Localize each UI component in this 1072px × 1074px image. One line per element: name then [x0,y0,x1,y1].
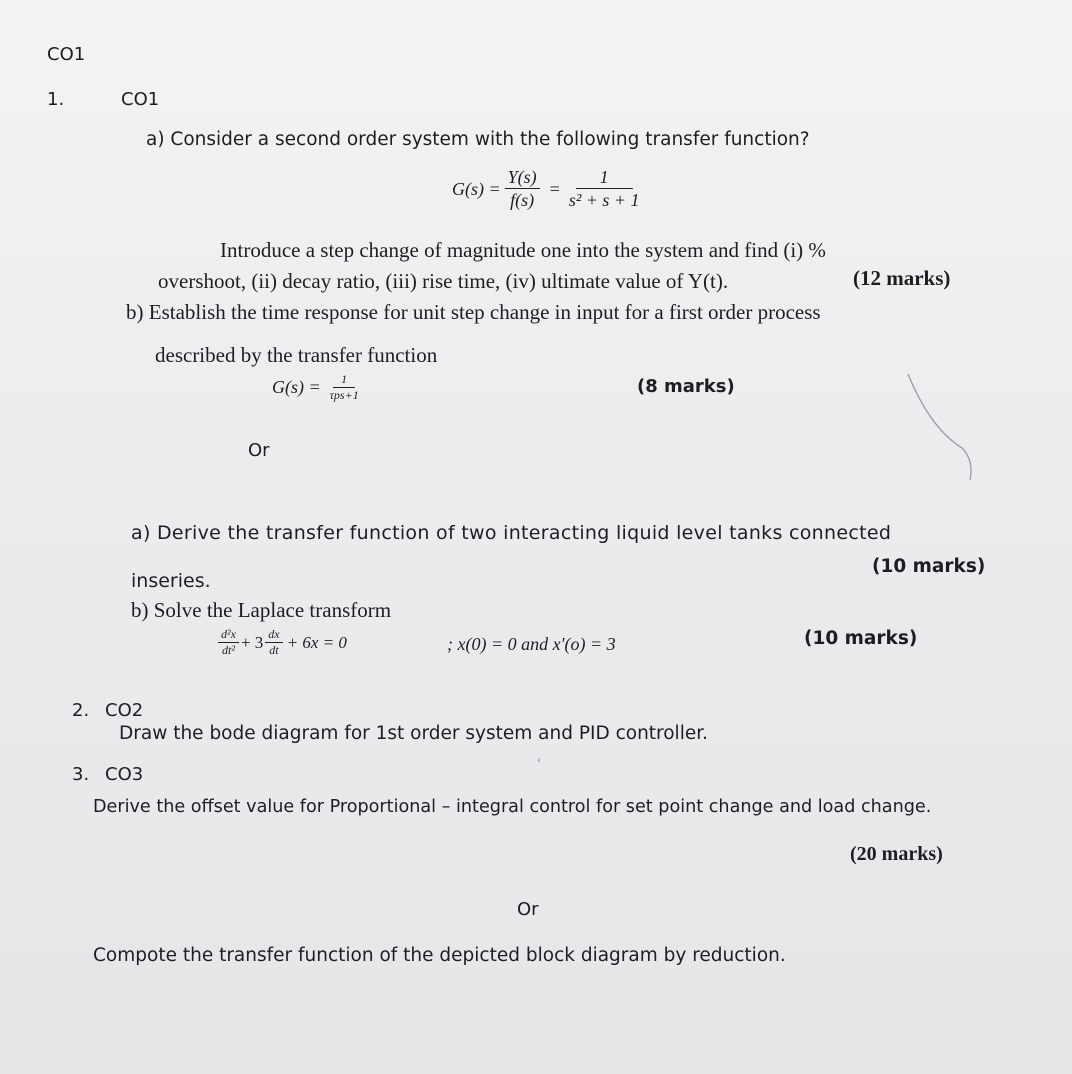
q2-text: Draw the bode diagram for 1st order system and PID controller. [119,723,709,744]
alt-b-den1: dt² [222,642,235,657]
q1a-text: a) Consider a second order system with the following transfer function? [146,129,810,150]
q1a-line2: overshoot, (ii) decay ratio, (iii) rise time, (iv) ultimate value of Y(t). [158,269,729,293]
q1b-equation [272,373,362,403]
pen-mark [900,368,980,488]
q1a-line1: Introduce a step change of magnitude one into the system and find (i) % [220,238,826,262]
alt-b-num2: dx [265,628,282,643]
q2-number: 2. [72,700,90,721]
q1a-fraction-2 [566,167,643,211]
q1a-eq-equals: = [549,178,560,199]
q3-alt: Compote the transfer function of the depicted block diagram by reduction. [93,945,786,966]
q1b-line2: described by the transfer function [155,343,438,367]
alt-b-plus3: + 3 [240,632,264,652]
q3-marks: (20 marks) [850,843,943,865]
q1b-marks: (8 marks) [637,376,735,397]
q1b-den: τps+1 [329,387,359,402]
q3-or: Or [517,899,539,920]
header-co-label: CO1 [47,44,86,65]
q3-number: 3. [72,764,90,785]
q1-alt-a-marks: (10 marks) [872,556,986,577]
q1-alt-b-equation [218,628,347,658]
q1-alt-b-line1: b) Solve the Laplace transform [131,598,392,622]
q2-co: CO2 [105,700,144,721]
q1a-num2: 1 [576,167,633,189]
q1-alt-b-conditions: ; x(0) = 0 and x′(o) = 3 [447,634,616,654]
q1b-line1: b) Establish the time response for unit step change in input for a first order process [126,300,821,324]
q1b-num: 1 [333,373,355,388]
alt-b-rest: + 6x = 0 [286,632,347,652]
q1a-equation [452,167,643,211]
q1-number: 1. [47,89,65,110]
q1b-fraction [327,373,362,403]
q1b-eq-lhs: G(s) = [272,377,321,398]
q1-co: CO1 [121,89,160,110]
q1a-eq-lhs: G(s) = [452,178,501,199]
q3-co: CO3 [105,764,144,785]
q1a-marks: (12 marks) [853,266,951,290]
alt-b-fraction-2 [265,628,282,658]
q3-text: Derive the offset value for Proportional – integral control for set point change and load change. [93,797,932,817]
q1-alt-a-line1: a) Derive the transfer function of two interacting liquid level tanks connected [131,522,892,544]
q1a-fraction-1 [505,167,540,211]
q1-alt-a-line2: inseries. [131,570,211,592]
pen-dot: ‹ [537,752,541,766]
pen-mark-stroke [908,374,971,480]
alt-b-num1: d²x [218,628,239,643]
q1-or: Or [248,440,270,461]
alt-b-fraction-1 [218,628,239,658]
q1-alt-b-marks: (10 marks) [804,628,918,649]
q1a-den2: s² + s + 1 [568,189,640,210]
q1a-den1: f(s) [510,189,535,210]
q1a-num1: Y(s) [505,167,540,189]
alt-b-den2: dt [269,642,279,657]
